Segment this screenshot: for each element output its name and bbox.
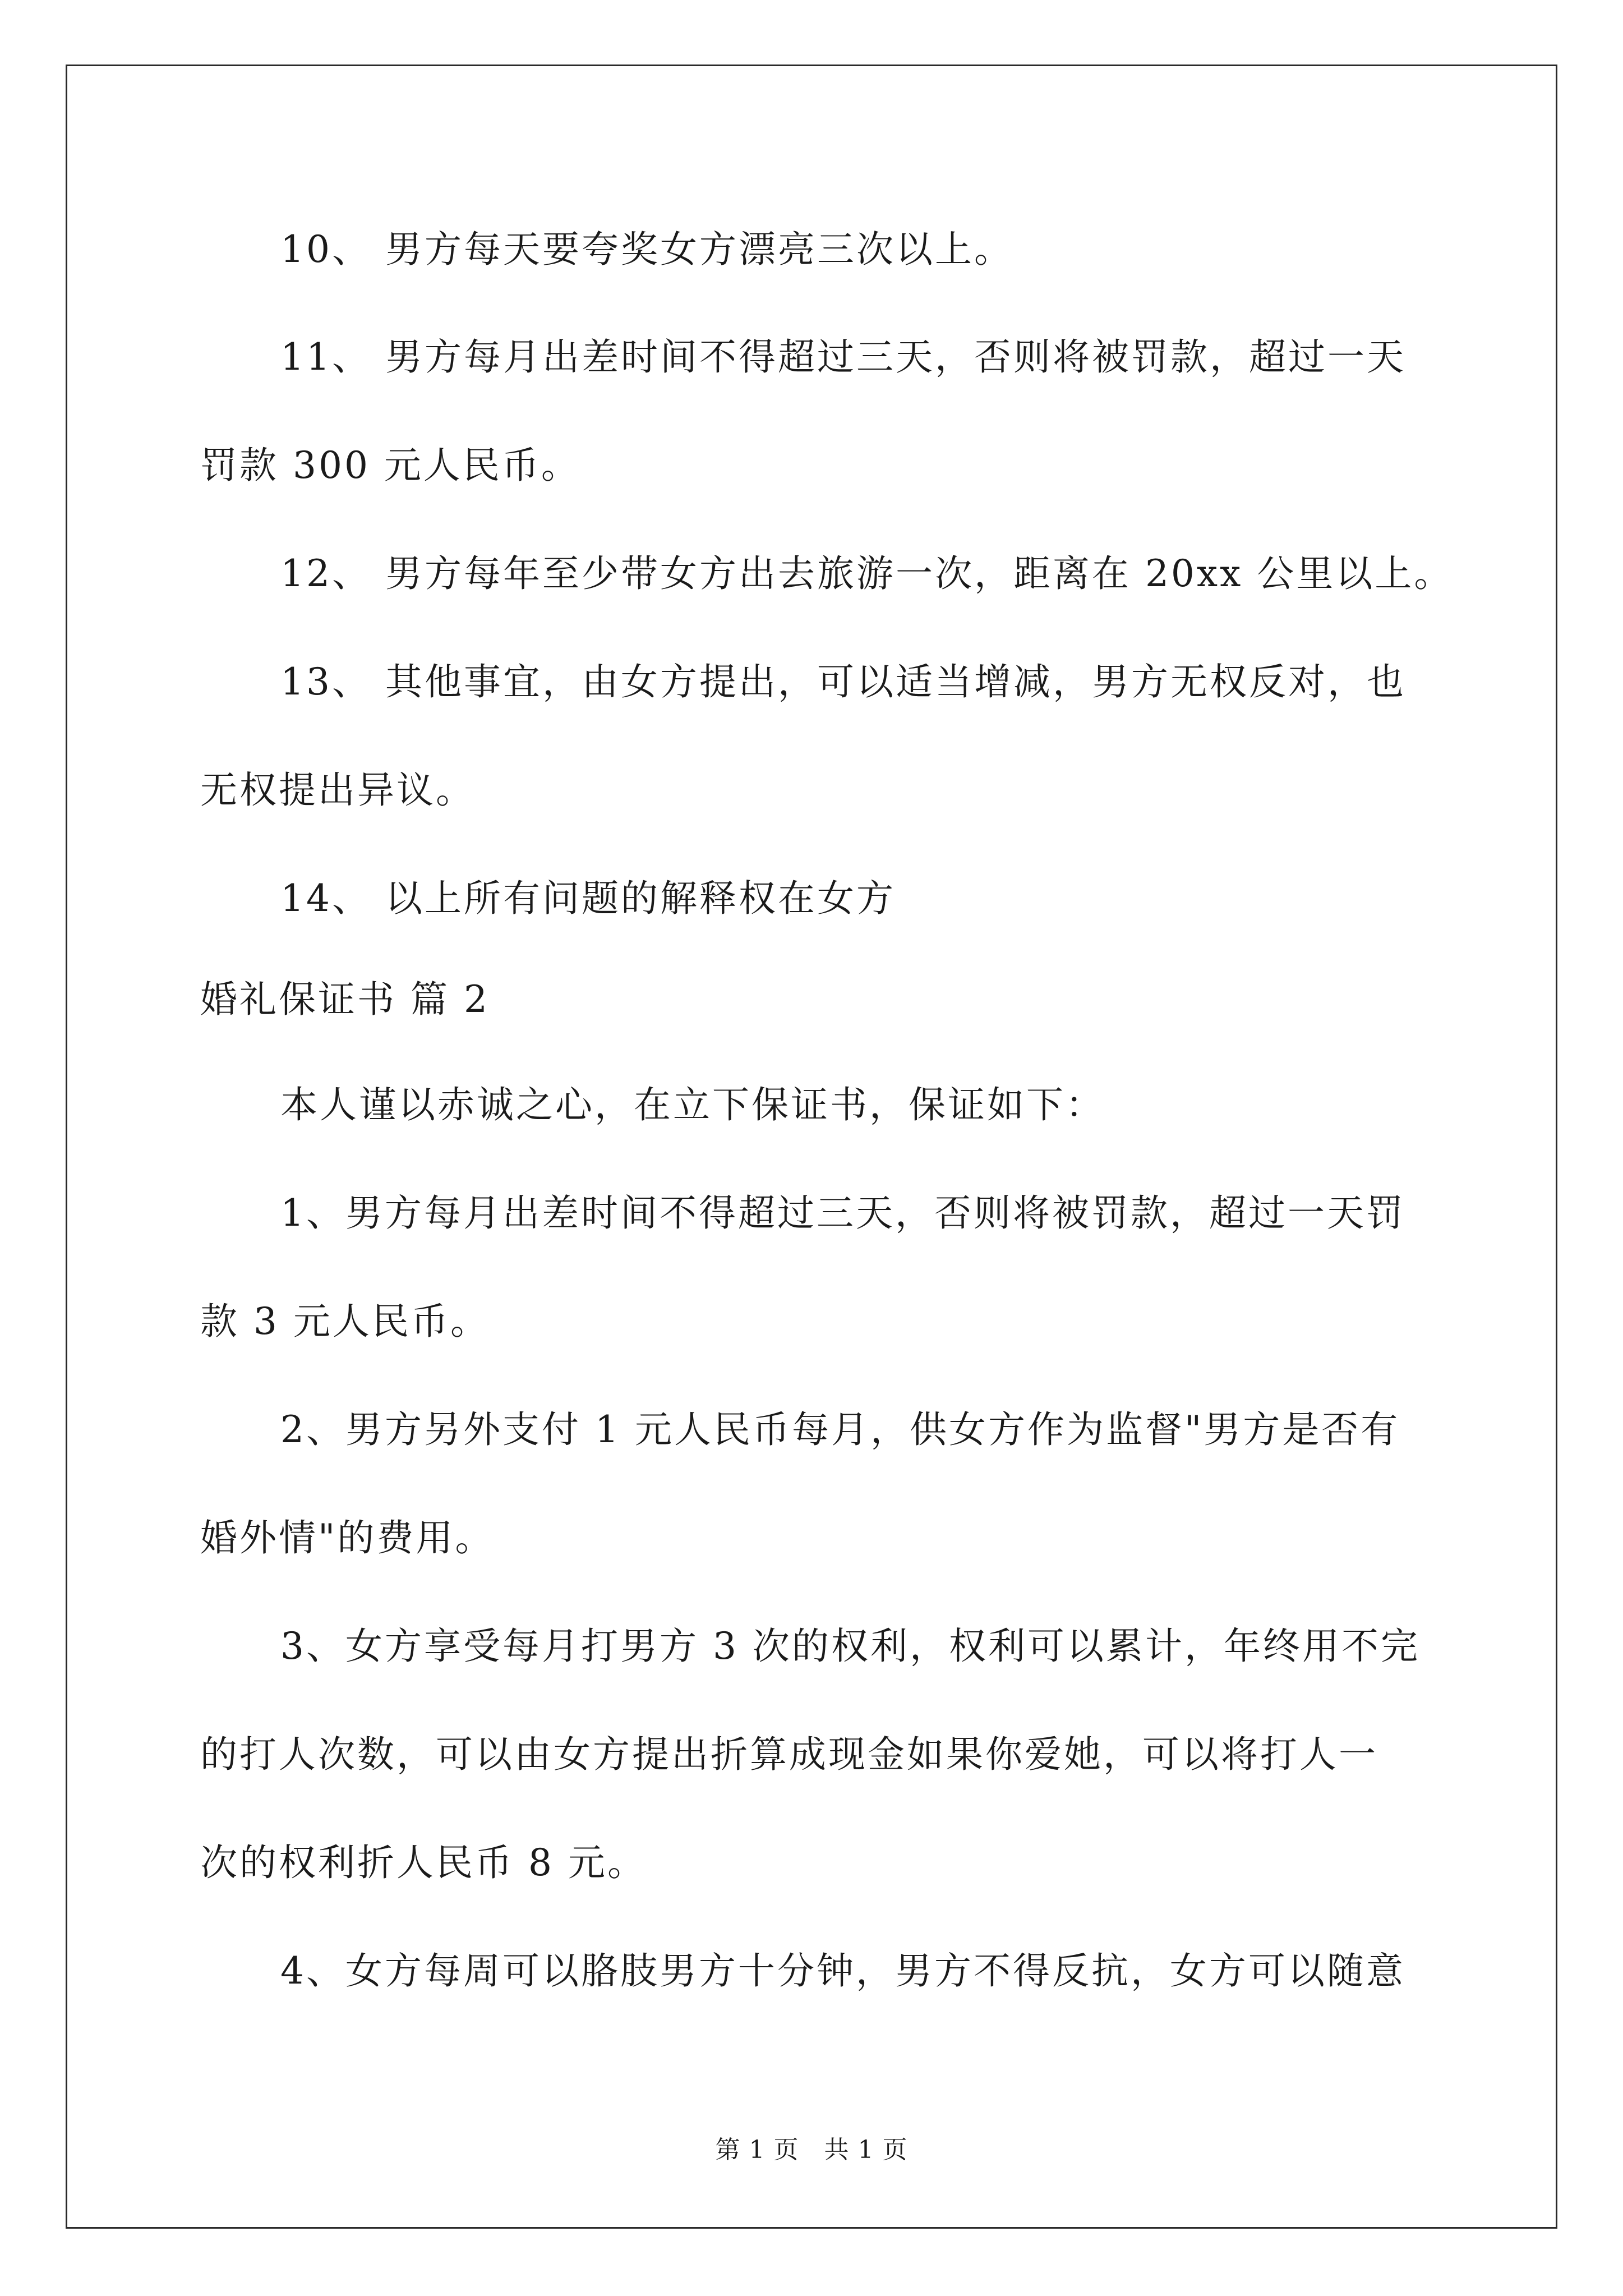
paragraph-item-10: 10、 男方每天要夸奖女方漂亮三次以上。 — [280, 228, 1013, 271]
clause-3-cont-2: 次的权利折人民币 8 元。 — [200, 1841, 647, 1884]
clause-3-cont-1: 的打人次数，可以由女方提出折算成现金如果你爱她，可以将打人一 — [200, 1733, 1378, 1776]
paragraph-item-11: 11、 男方每月出差时间不得超过三天，否则将被罚款，超过一天 — [280, 335, 1406, 379]
clause-2: 2、男方另外支付 1 元人民币每月，供女方作为监督"男方是否有 — [280, 1408, 1400, 1451]
paragraph-item-12: 12、 男方每年至少带女方出去旅游一次，距离在 20xx 公里以上。 — [280, 552, 1454, 595]
page-footer: 第 1 页 共 1 页 — [715, 2136, 908, 2164]
section-heading: 婚礼保证书 篇 2 — [200, 978, 490, 1021]
clause-1: 1、男方每月出差时间不得超过三天，否则将被罚款，超过一天罚 — [280, 1191, 1405, 1235]
clause-2-cont: 婚外情"的费用。 — [200, 1516, 495, 1559]
paragraph-item-13: 13、 其他事宜，由女方提出，可以适当增减，男方无权反对，也 — [280, 660, 1406, 703]
clause-4: 4、女方每周可以胳肢男方十分钟，男方不得反抗，女方可以随意 — [280, 1949, 1405, 1993]
paragraph-item-14: 14、 以上所有问题的解释权在女方 — [280, 877, 896, 920]
paragraph-item-13-cont: 无权提出异议。 — [200, 769, 475, 812]
intro-paragraph: 本人谨以赤诚之心，在立下保证书，保证如下： — [280, 1083, 1105, 1126]
clause-3: 3、女方享受每月打男方 3 次的权利，权利可以累计，年终用不完 — [280, 1625, 1420, 1668]
page-border — [66, 65, 1557, 2229]
clause-1-cont: 款 3 元人民币。 — [200, 1300, 490, 1343]
paragraph-item-11-cont: 罚款 300 元人民币。 — [200, 444, 580, 487]
